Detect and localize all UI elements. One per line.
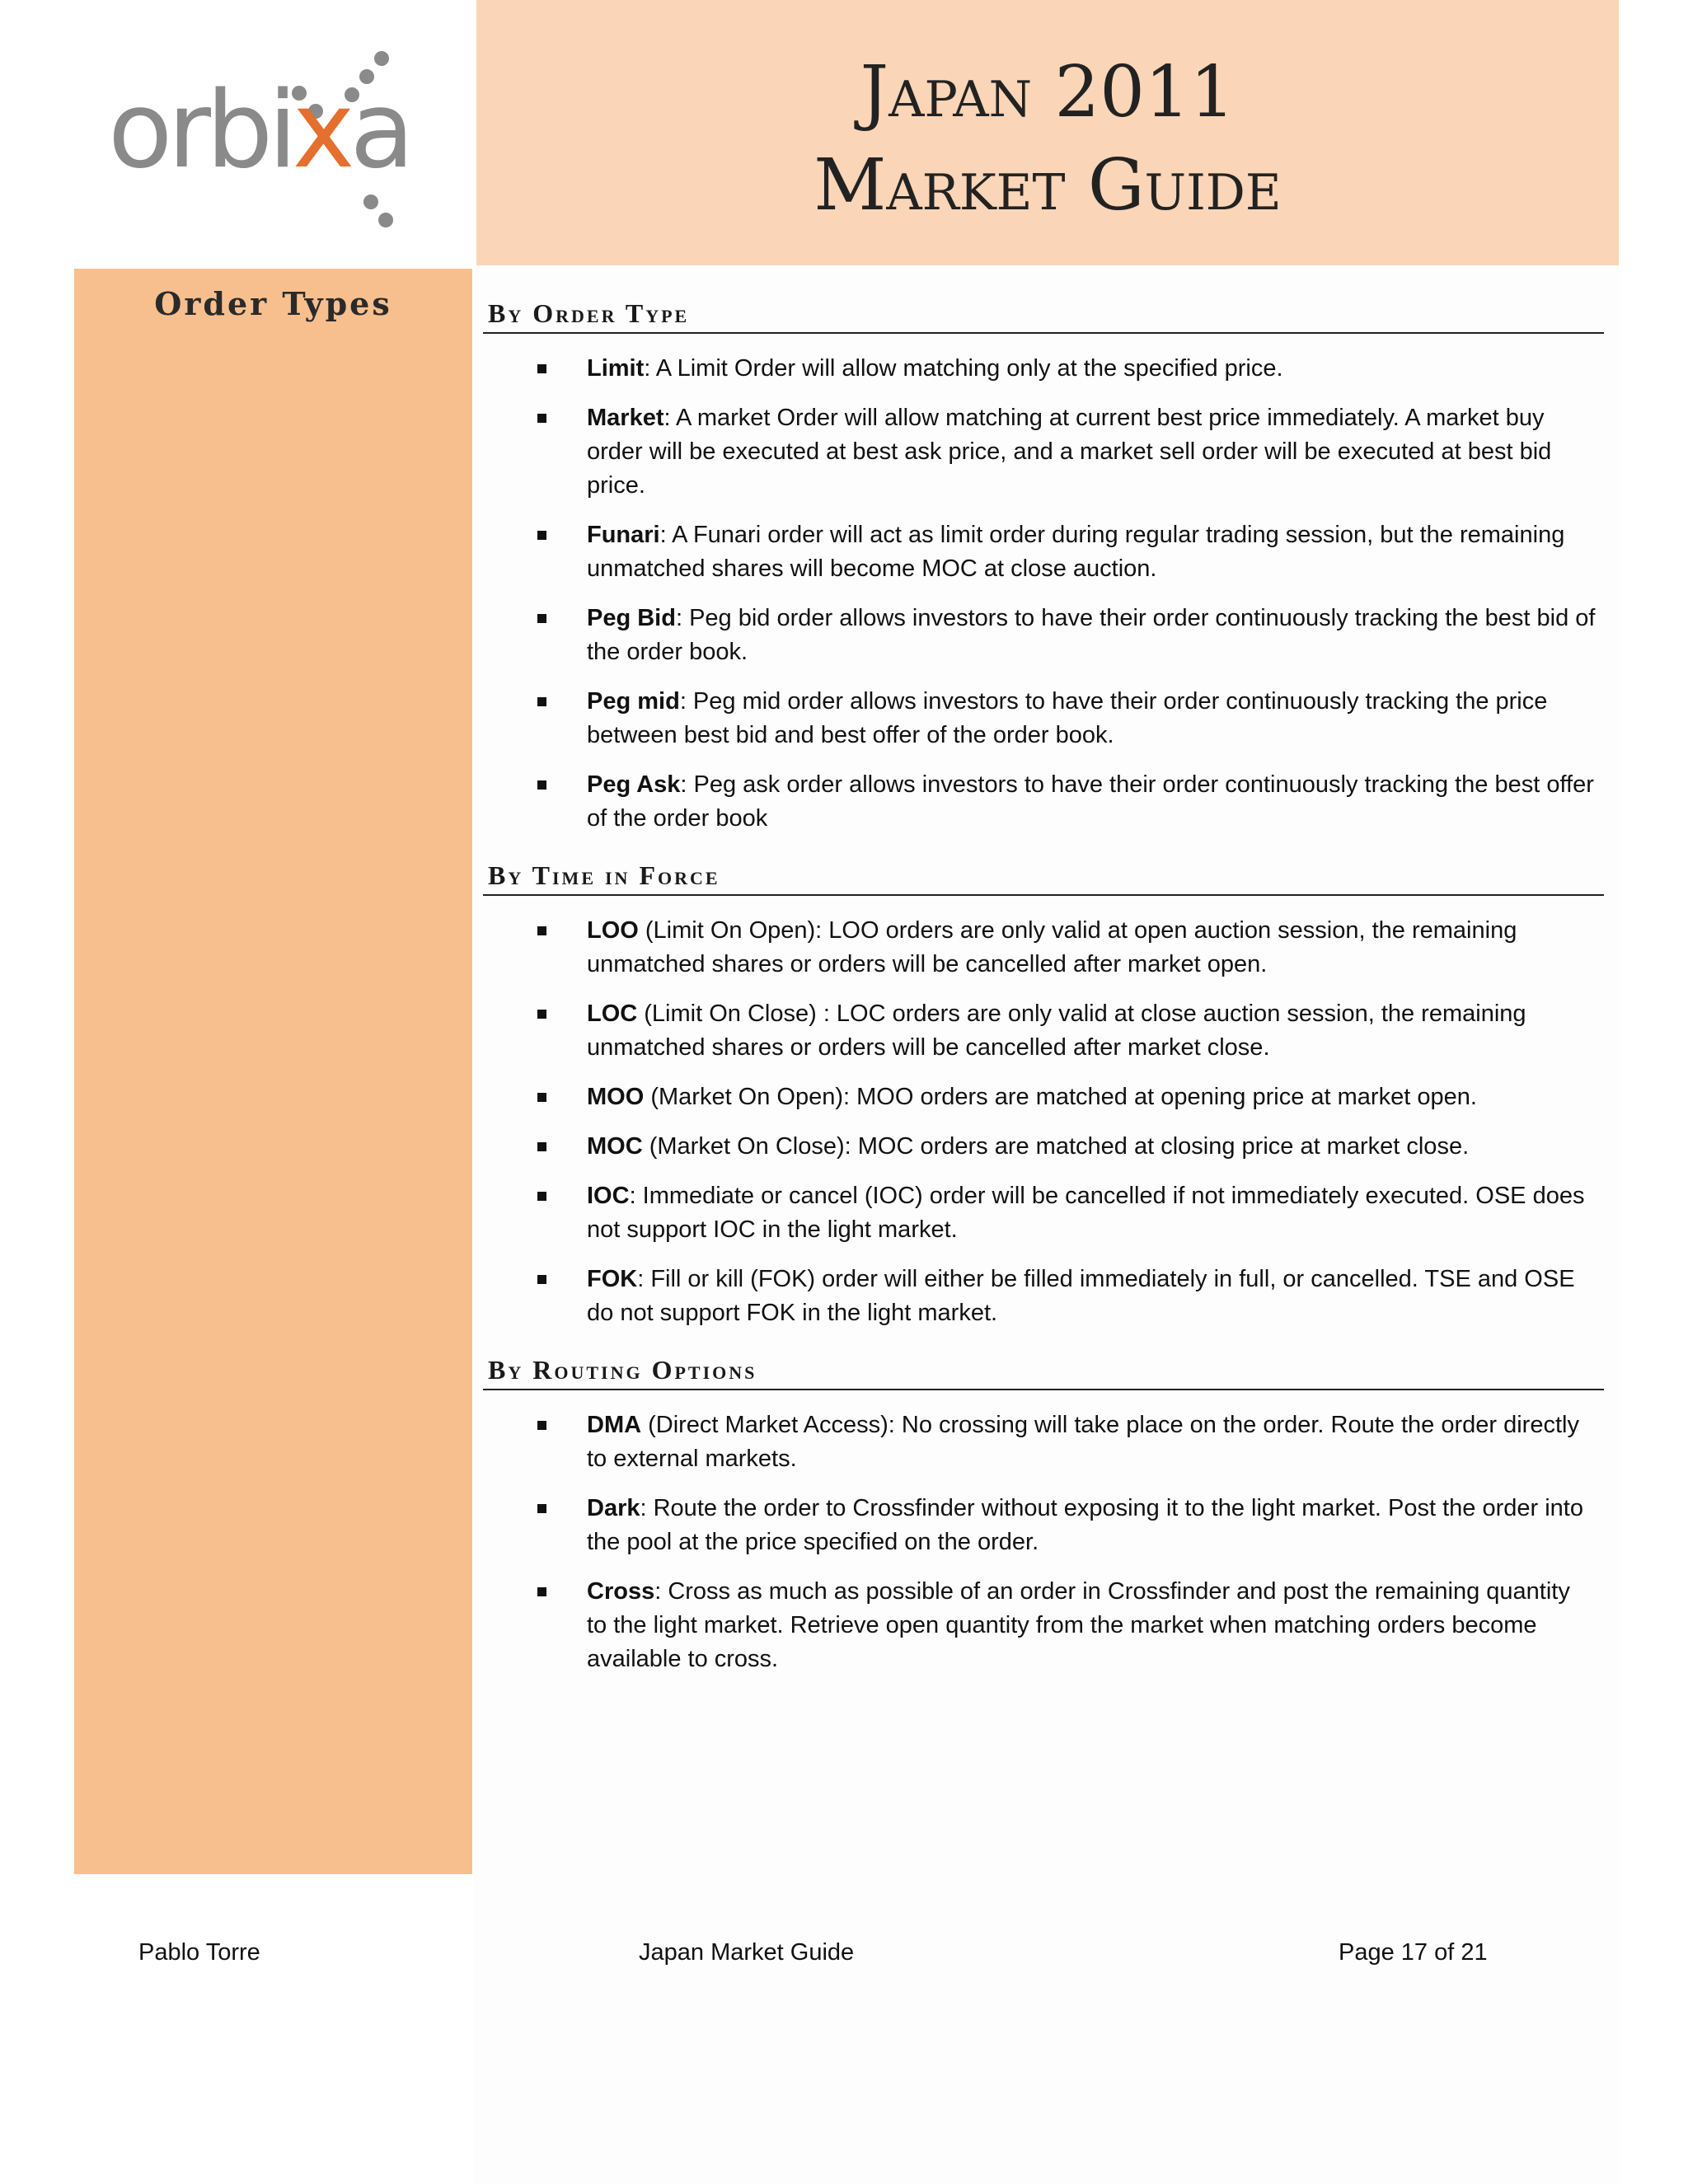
item-text: : Fill or kill (FOK) order will either be filled immediately in full, or cancelled. TSE and OSE do not support FOK in the light market. bbox=[587, 1266, 1575, 1326]
section-heading: By Order Type bbox=[483, 298, 1604, 334]
item-term: IOC bbox=[587, 1183, 630, 1209]
list-item bbox=[483, 914, 1604, 982]
item-term: Peg mid bbox=[587, 688, 680, 715]
order-type-list bbox=[483, 352, 1604, 836]
item-term: LOO bbox=[587, 917, 639, 944]
list-item bbox=[483, 1492, 1604, 1559]
orbixa-logo bbox=[108, 45, 466, 235]
list-item bbox=[483, 1080, 1604, 1114]
routing-options-list bbox=[483, 1408, 1604, 1676]
bullet-icon bbox=[537, 1421, 546, 1430]
item-term: FOK bbox=[587, 1266, 638, 1292]
list-item bbox=[483, 768, 1604, 836]
bullet-icon bbox=[537, 364, 546, 373]
item-text: (Limit On Open): LOO orders are only valid at open auction session, the remaining unmatched shares or orders will be cancelled after market open. bbox=[587, 917, 1517, 977]
item-text: : A Funari order will act as limit order during regular trading session, but the remaining unmatched shares will become MOC at close auction. bbox=[587, 522, 1565, 582]
item-term: MOC bbox=[587, 1133, 643, 1160]
bullet-icon bbox=[537, 614, 546, 623]
sidebar bbox=[74, 269, 472, 1874]
title-banner bbox=[476, 0, 1619, 265]
item-text: : A market Order will allow matching at current best price immediately. A market buy order will be executed at best ask price, and a market sell order will be executed at best bid price. bbox=[587, 405, 1552, 499]
bullet-icon bbox=[537, 926, 546, 935]
bullet-icon bbox=[537, 1275, 546, 1284]
list-item bbox=[483, 518, 1604, 586]
item-term: Cross bbox=[587, 1578, 655, 1605]
document-title-line2: Market Guide bbox=[814, 144, 1282, 227]
list-item bbox=[483, 602, 1604, 669]
bullet-icon bbox=[537, 414, 546, 423]
item-term: Market bbox=[587, 405, 664, 431]
bullet-icon bbox=[537, 1192, 546, 1201]
section-heading: By Routing Options bbox=[483, 1355, 1604, 1390]
item-text: (Direct Market Access): No crossing will take place on the order. Route the order directly to external markets. bbox=[587, 1412, 1579, 1472]
bullet-icon bbox=[537, 697, 546, 706]
document-title-line1: Japan 2011 bbox=[860, 51, 1236, 134]
item-term: Funari bbox=[587, 522, 660, 548]
item-text: : Cross as much as possible of an order in Crossfinder and post the remaining quantity to the light market. Retrieve open quantity from the market when matching orders become available to cross. bbox=[587, 1578, 1570, 1672]
list-item bbox=[483, 997, 1604, 1065]
list-item bbox=[483, 1575, 1604, 1676]
bullet-icon bbox=[537, 1093, 546, 1102]
footer-author: Pablo Torre bbox=[138, 1939, 260, 1966]
item-text: : A Limit Order will allow matching only at the specified price. bbox=[644, 355, 1283, 382]
item-text: : Peg bid order allows investors to have their order continuously tracking the best bid of the order book. bbox=[587, 605, 1596, 665]
list-item bbox=[483, 352, 1604, 386]
bullet-icon bbox=[537, 1587, 546, 1596]
list-item bbox=[483, 1408, 1604, 1476]
list-item bbox=[483, 1130, 1604, 1164]
bullet-icon bbox=[537, 1142, 546, 1151]
bullet-icon bbox=[537, 1504, 546, 1513]
list-item bbox=[483, 1179, 1604, 1247]
section-routing-options bbox=[483, 1355, 1604, 1676]
sidebar-title: Order Types bbox=[154, 285, 392, 322]
list-item bbox=[483, 401, 1604, 503]
item-text: (Limit On Close) : LOC orders are only valid at close auction session, the remaining unmatched shares or orders will be cancelled after market close. bbox=[587, 1001, 1526, 1061]
item-term: MOO bbox=[587, 1084, 645, 1110]
section-order-type bbox=[483, 298, 1604, 836]
item-term: LOC bbox=[587, 1001, 638, 1027]
time-in-force-list bbox=[483, 914, 1604, 1330]
main-content bbox=[483, 298, 1604, 1701]
item-text: : Route the order to Crossfinder without exposing it to the light market. Post the order into the pool at the price specified on the order. bbox=[587, 1495, 1583, 1555]
item-text: : Peg ask order allows investors to have their order continuously tracking the best offer of the order book bbox=[587, 771, 1594, 832]
footer-page-number: Page 17 of 21 bbox=[1339, 1939, 1488, 1966]
list-item bbox=[483, 1263, 1604, 1330]
item-text: : Peg mid order allows investors to have their order continuously tracking the price between best bid and best offer of the order book. bbox=[587, 688, 1548, 748]
item-term: Peg Ask bbox=[587, 771, 681, 798]
logo-wordmark: orbixa bbox=[108, 69, 410, 192]
item-term: DMA bbox=[587, 1412, 642, 1438]
item-term: Peg Bid bbox=[587, 605, 676, 631]
item-term: Dark bbox=[587, 1495, 640, 1521]
item-text: (Market On Close): MOC orders are matched at closing price at market close. bbox=[642, 1133, 1470, 1160]
list-item bbox=[483, 685, 1604, 752]
item-text: (Market On Open): MOO orders are matched at opening price at market open. bbox=[644, 1084, 1477, 1110]
item-term: Limit bbox=[587, 355, 645, 382]
item-text: : Immediate or cancel (IOC) order will be cancelled if not immediately executed. OSE does not support IOC in the light market. bbox=[587, 1183, 1585, 1243]
footer-document-title: Japan Market Guide bbox=[639, 1939, 855, 1966]
bullet-icon bbox=[537, 531, 546, 540]
bullet-icon bbox=[537, 780, 546, 790]
bullet-icon bbox=[537, 1010, 546, 1019]
section-time-in-force bbox=[483, 860, 1604, 1330]
section-heading: By Time in Force bbox=[483, 860, 1604, 896]
